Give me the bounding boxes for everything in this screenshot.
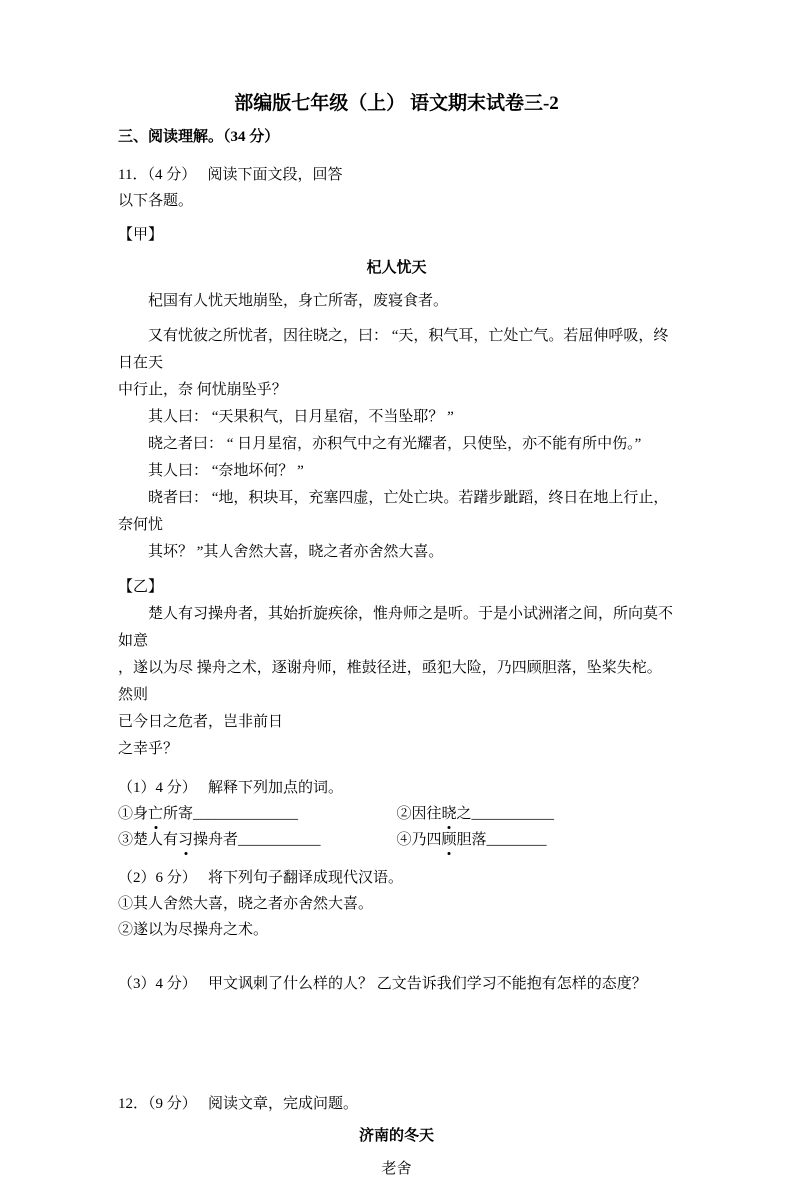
dotted-word: 晓 <box>442 801 457 827</box>
passage-jia-label: 【甲】 <box>118 227 164 243</box>
question-12-intro: 12．（9 分） 阅读文章，完成问题。 <box>118 1096 359 1112</box>
question-11-intro-line1: 11．（4 分） 阅读下面文段，回答 <box>118 167 343 183</box>
passage-yi-line: 之幸乎？ <box>118 741 179 757</box>
blank-text: ②因往 <box>396 806 442 822</box>
passage-yi-line: 已今日之危者，岂非前日 <box>118 714 284 730</box>
passage-jia-line: 其坏？ ”其人舍然大喜，晓之者亦舍然大喜。 <box>148 544 444 560</box>
passage-jia-line: 又有忧彼之所忧者，因往晓之，曰： “天，积气耳，亡处亡气。若屈伸呼吸，终日在天 <box>118 328 669 371</box>
blank-text: 胆落 <box>456 832 487 848</box>
sub-question-3-label: （3）4 分） 甲文讽刺了什么样的人？ 乙文告诉我们学习不能抱有怎样的态度？ <box>118 976 647 992</box>
section-header: 三、阅读理解。（34 分） <box>118 129 280 145</box>
answer-blank-underline: ___________ <box>471 806 555 822</box>
translate-item-1: ①其人舍然大喜，晓之者亦舍然大喜。 <box>118 896 374 912</box>
passage-yi-label: 【乙】 <box>118 579 164 595</box>
sub-question-1-label: （1）4 分） 解释下列加点的词。 <box>118 780 344 796</box>
blank-text: ③楚人有 <box>118 832 179 848</box>
passage-q12-title: 济南的冬天 <box>358 1128 434 1144</box>
blank-item-1 <box>118 801 397 827</box>
blank-text: 之 <box>456 806 472 822</box>
answer-blank-underline: ________ <box>486 832 547 848</box>
question-11-intro-line2: 以下各题。 <box>118 193 194 209</box>
passage-jia-line: 其人曰： “奈地坏何？ ” <box>148 463 304 479</box>
blank-row-2 <box>118 827 675 853</box>
passage-jia-line: 晓之者曰： “ 日月星宿，亦积气中之有光耀者，只使坠，亦不能有所中伤。” <box>148 436 642 452</box>
answer-blank-underline: ___________ <box>238 832 321 848</box>
blank-text: ①身 <box>118 806 149 822</box>
blank-item-2 <box>397 801 676 827</box>
sub-question-2-label: （2）6 分） 将下列句子翻译成现代汉语。 <box>118 870 404 886</box>
passage-jia-line: 其人曰： “天果积气，日月星宿，不当坠耶？ ” <box>148 409 454 425</box>
blank-text: 操舟者 <box>193 832 239 848</box>
passage-q12-author: 老舍 <box>381 1161 412 1177</box>
blank-text: ④乃四 <box>396 832 442 848</box>
dotted-word: 顾 <box>442 827 457 853</box>
answer-blank-underline: ______________ <box>193 806 299 822</box>
blank-item-3 <box>118 827 397 853</box>
passage-yi-line: ，遂以为尽 操舟之术，逐谢舟师，椎鼓径进，亟犯大险，乃四顾胆落，坠桨失柁。然则 <box>118 660 662 703</box>
passage-jia-title: 杞人忧天 <box>366 260 427 276</box>
passage-jia-line: 中行止，奈 何忧崩坠乎？ <box>118 382 287 398</box>
passage-jia-line: 杞国有人忧天地崩坠，身亡所寄，废寝食者。 <box>148 293 449 309</box>
translate-item-2: ②遂以为尽操舟之术。 <box>118 922 269 938</box>
dotted-word: 习 <box>178 827 193 853</box>
passage-jia-line: 晓者曰： “地，积块耳，充塞四虚，亡处亡块。若躇步跐蹈，终日在地上行止，奈何忧 <box>118 490 669 533</box>
dotted-word: 亡 <box>148 801 163 827</box>
blank-item-4 <box>397 827 676 853</box>
blank-row-1 <box>118 801 675 827</box>
blank-text: 所寄 <box>163 806 194 822</box>
page-title: 部编版七年级（上） 语文期末试卷三-2 <box>234 93 559 114</box>
passage-yi-line: 楚人有习操舟者，其始折旋疾徐，惟舟师之是听。于是小试洲渚之间，所向莫不如意 <box>118 606 674 649</box>
